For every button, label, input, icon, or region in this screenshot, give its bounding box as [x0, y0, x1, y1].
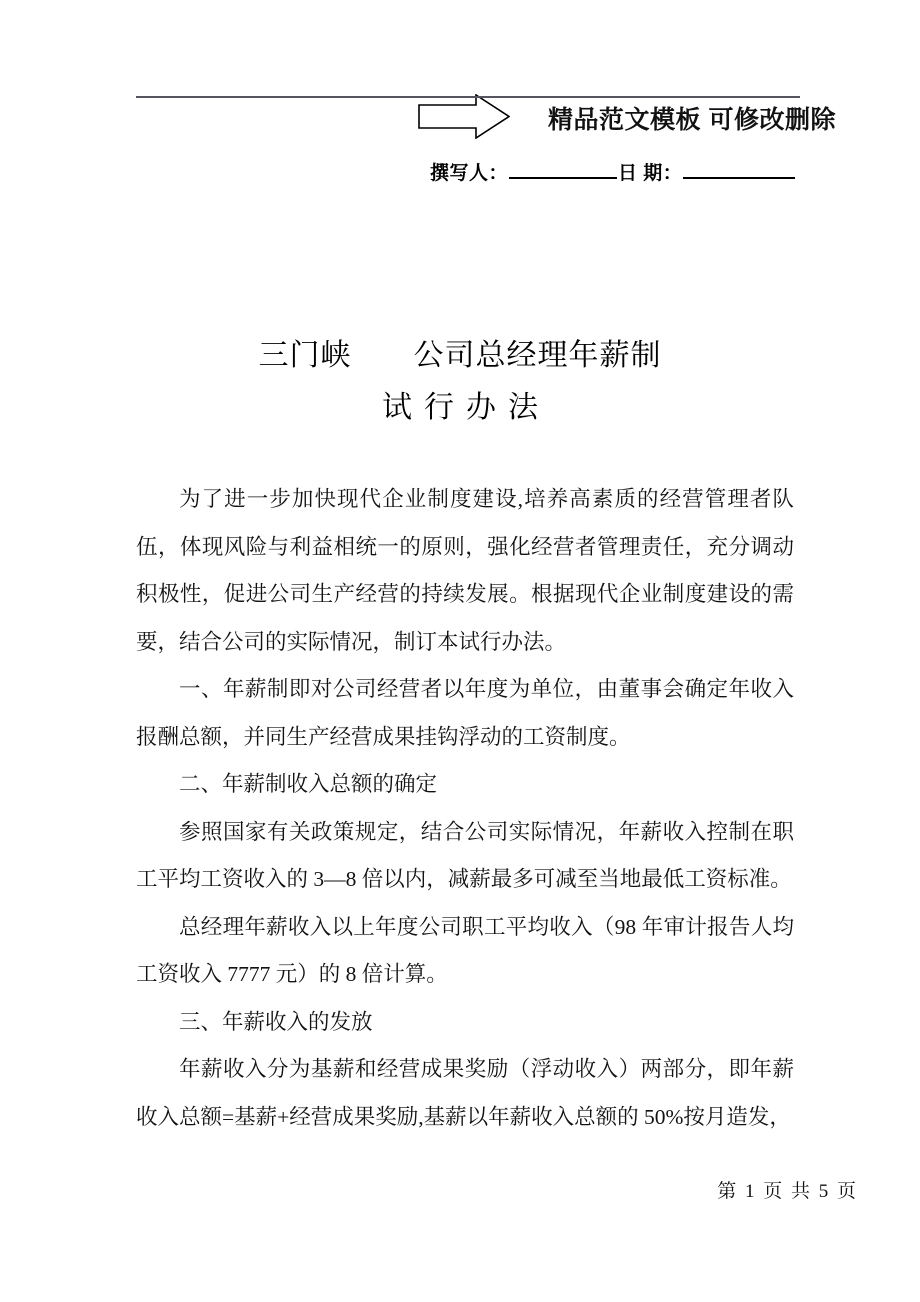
page-number-footer: 第 1 页 共 5 页	[717, 1181, 858, 1202]
date-label: 日 期：	[618, 163, 683, 184]
page-title	[0, 330, 920, 434]
document-header	[0, 44, 920, 134]
header-note-text: 精品范文模板 可修改删除	[548, 106, 836, 134]
body-paragraph: 为了进一步加快现代企业制度建设,培养高素质的经营管理者队伍，体现风险与利益相统一的原则，强化经营者管理责任，充分调动积极性，促进公司生产经营的持续发展。根据现代企业制度建设的需要，结合公司的实际情况，制订本试行办法。	[136, 487, 794, 654]
title-line-1: 三门峡 公司总经理年薪制	[258, 339, 662, 372]
title-line-2: 试行办法	[382, 391, 550, 424]
body-paragraph: 二、年薪制收入总额的确定	[179, 772, 438, 796]
date-input-blank[interactable]	[683, 160, 795, 179]
body-paragraph: 总经理年薪收入以上年度公司职工平均收入（98 年审计报告人均工资收入 7777 元）的 8 倍计算。	[136, 914, 794, 986]
body-paragraph: 参照国家有关政策规定，结合公司实际情况，年薪收入控制在职工平均工资收入的 3—8 倍以内，减薪最多可减至当地最低工资标准。	[136, 819, 794, 891]
author-label: 撰写人：	[430, 163, 509, 184]
right-block-arrow-icon	[418, 94, 510, 139]
document-body	[136, 476, 794, 1141]
author-date-line	[430, 158, 796, 185]
body-paragraph: 三、年薪收入的发放	[179, 1009, 373, 1034]
body-paragraph: 一、年薪制即对公司经营者以年度为单位，由董事会确定年收入报酬总额，并同生产经营成果挂钩浮动的工资制度。	[136, 677, 794, 749]
body-paragraph: 年薪收入分为基薪和经营成果奖励（浮动收入）两部分，即年薪收入总额=基薪+经营成果奖励,基薪以年薪收入总额的 50%按月造发，	[136, 1057, 794, 1129]
header-divider	[136, 96, 800, 98]
author-input-blank[interactable]	[509, 160, 617, 179]
